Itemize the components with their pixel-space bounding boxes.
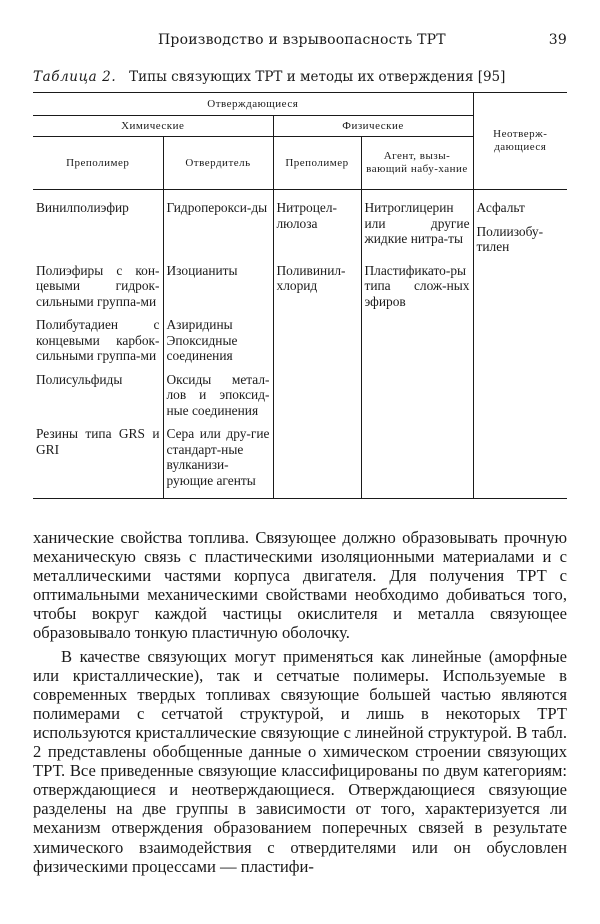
cell-swelling-agent: Пластификато-ры типа слож-ных эфиров [361,255,473,310]
header-physical: Физические [273,116,473,137]
table-row [33,418,567,499]
cell-prepolymer: Резины типа GRS и GRI [33,418,163,499]
header-chemical: Химические [33,116,273,137]
cell-phys-prepolymer: Нитроцел-люлоза [273,190,361,255]
header-curing-agent: Отвердитель [163,137,273,190]
cell-curing-agent: Азиридины Эпоксидные соединения [163,309,273,364]
binder-table [33,92,567,499]
header-noncuring-text: Неотверж-дающиеся [493,128,548,153]
cell-prepolymer: Полисульфиды [36,371,123,387]
table-row [33,364,567,419]
cell-curing-agent: Сера или дру-гие стандарт-ные вулканизи-рующие агенты [163,418,273,499]
cell-prepolymer: Полибутадиен с концевыми карбок-сильными группа-ми [36,317,160,363]
header-swelling-agent: Агент, вызы-вающий набу-хание [361,137,473,190]
table-caption [33,69,573,85]
header-prepolymer: Преполимер [33,137,163,190]
header-noncuring [473,93,567,190]
paragraph-1: ханические свойства топлива. Связующее должно образовывать прочную механическую связь с пластическими изоляционными материалами и с металлическими частями корпуса двигателя. Для получения ТРТ с оптимальными механическими свойствами необходимо добиваться того, чтобы вокруг каждой частицы окислителя и металла связующее образовывало тонкую пластичную оболочку. [33,528,567,643]
running-title: Производство и взрывоопасность ТРТ [158,32,446,48]
running-head [0,32,600,52]
page-number: 39 [548,32,567,48]
table-row [33,190,567,255]
cell-phys-prepolymer: Поливинил-хлорид [273,255,361,310]
cell-curing-agent: Гидроперокси-ды [163,190,273,255]
body-text [33,528,567,876]
cell-noncuring [473,255,567,310]
cell-noncuring [473,190,567,255]
cell-curing-agent: Изоцианиты [163,255,273,310]
cell-prepolymer: Винилполиэфир [36,200,129,215]
cell-curing-agent: Оксиды метал-лов и эпоксид-ные соединения [163,364,273,419]
table-row [33,255,567,310]
header-curing: Отверждающиеся [33,93,473,116]
cell-swelling-agent: Нитроглицерин или другие жидкие нитра-ты [361,190,473,255]
cell-noncuring-2: Полиизобу-тилен [476,223,544,254]
header-prepolymer-physical: Преполимер [273,137,361,190]
cell-noncuring-1: Асфальт [476,200,525,215]
cell-prepolymer: Полиэфиры с кон-цевыми гидрок-сильными группа-ми [36,262,160,309]
table-title: Типы связующих ТРТ и методы их отверждения [95] [129,69,506,85]
table-label: Таблица 2. [33,69,117,85]
paragraph-2: В качестве связующих могут применяться как линейные (аморфные или кристаллические), так и сетчатые полимеры. Используемые в современных твердых топливах связующие большей частью являются полимерами с сетчатой структурой, и лишь в некоторых ТРТ используются кристаллические связующие с линейной структурой. В табл. 2 представлены обобщенные данные о химическом строении связующих ТРТ. Все приведенные связующие классифицированы по двум категориям: отверждающиеся и неотверждающиеся. Отверждающиеся связующие разделены на две группы в зависимости от того, характеризуется ли механизм отверждения образованием поперечных связей в результате химического взаимодействия с отвердителями или он обусловлен физическими процессами — пластифи- [33,646,567,876]
table-row [33,309,567,364]
